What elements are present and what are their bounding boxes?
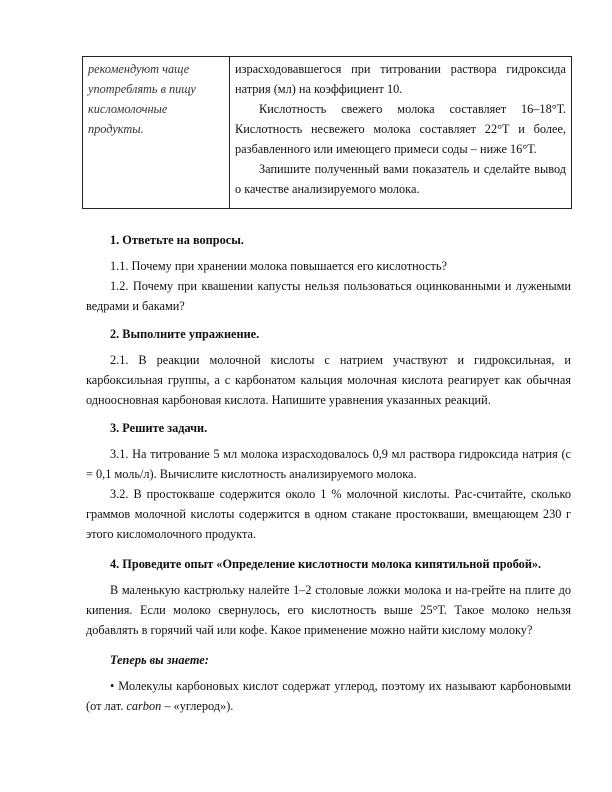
table-right-paragraph-2: Кислотность свежего молока составляет 16–18°Т. Кислотность несвежего молока составляет 22°Т и более, разбавленного или имеющего примеси соды – ниже 16°Т. <box>235 102 566 156</box>
table-row <box>83 57 572 209</box>
know-bullet-1-latin-word: carbon <box>126 699 162 713</box>
main-content <box>86 230 571 716</box>
question-1-1: 1.1. Почему при хранении молока повышается его кислотность? <box>110 259 447 273</box>
exercise-2-1: 2.1. В реакции молочной кислоты с натрием участвуют и гидроксильная, и карбоксильная группы, а с карбонатом кальция молочная кислота реагирует как обычная одноосновная карбоновая кислота. Напишите уравнения указанных реакций. <box>86 353 571 407</box>
know-bullet-1 <box>86 676 571 716</box>
problem-3-1: 3.1. На титрование 5 мл молока израсходовалось 0,9 мл раствора гидроксида натрия (с = 0,1 моль/л). Вычислите кислотность анализируемого молока. <box>86 447 571 481</box>
section-3-heading: 3. Решите задачи. <box>110 421 208 435</box>
table-left-cell <box>83 57 230 209</box>
table-right-paragraph-1: израсходовавшегося при титровании раствора гидроксида натрия (мл) на коэффициент 10. <box>235 62 566 96</box>
section-2-heading: 2. Выполните упражнение. <box>110 327 260 341</box>
know-bullet-1-start: • Молекулы карбоновых кислот содержат углерод, поэтому их называют карбоновыми (от лат. <box>86 679 571 713</box>
section-4-heading: 4. Проведите опыт «Определение кислотности молока кипятильной пробой». <box>110 557 542 571</box>
experiment-4-text: В маленькую кастрюльку налейте 1–2 столовые ложки молока и на-грейте на плите до кипения. Если молоко свернулось, его кислотность выше 25°Т. Такое молоко нельзя добавлять в горячий чай или кофе. Какое применение можно найти кислому молоку? <box>86 583 571 637</box>
table-left-text: рекомендуют чаще употреблять в пищу кисломолочные продукты. <box>88 62 196 136</box>
know-bullet-1-end: – «углерод»). <box>161 699 234 713</box>
table-right-cell <box>230 57 572 209</box>
know-heading: Теперь вы знаете: <box>110 653 209 667</box>
question-1-2: 1.2. Почему при квашении капусты нельзя пользоваться оцинкованными и лужеными ведрами и баками? <box>86 279 571 313</box>
section-1-heading: 1. Ответьте на вопросы. <box>110 233 244 247</box>
continued-table <box>82 56 572 209</box>
table-right-paragraph-3: Запишите полученный вами показатель и сделайте вывод о качестве анализируемого молока. <box>235 162 566 196</box>
problem-3-2: 3.2. В простокваше содержится около 1 % молочной кислоты. Рас-считайте, сколько граммов молочной кислоты содержится в одном стакане простокваши, вмещающем 230 г этого кисломолочного продукта. <box>86 487 571 541</box>
